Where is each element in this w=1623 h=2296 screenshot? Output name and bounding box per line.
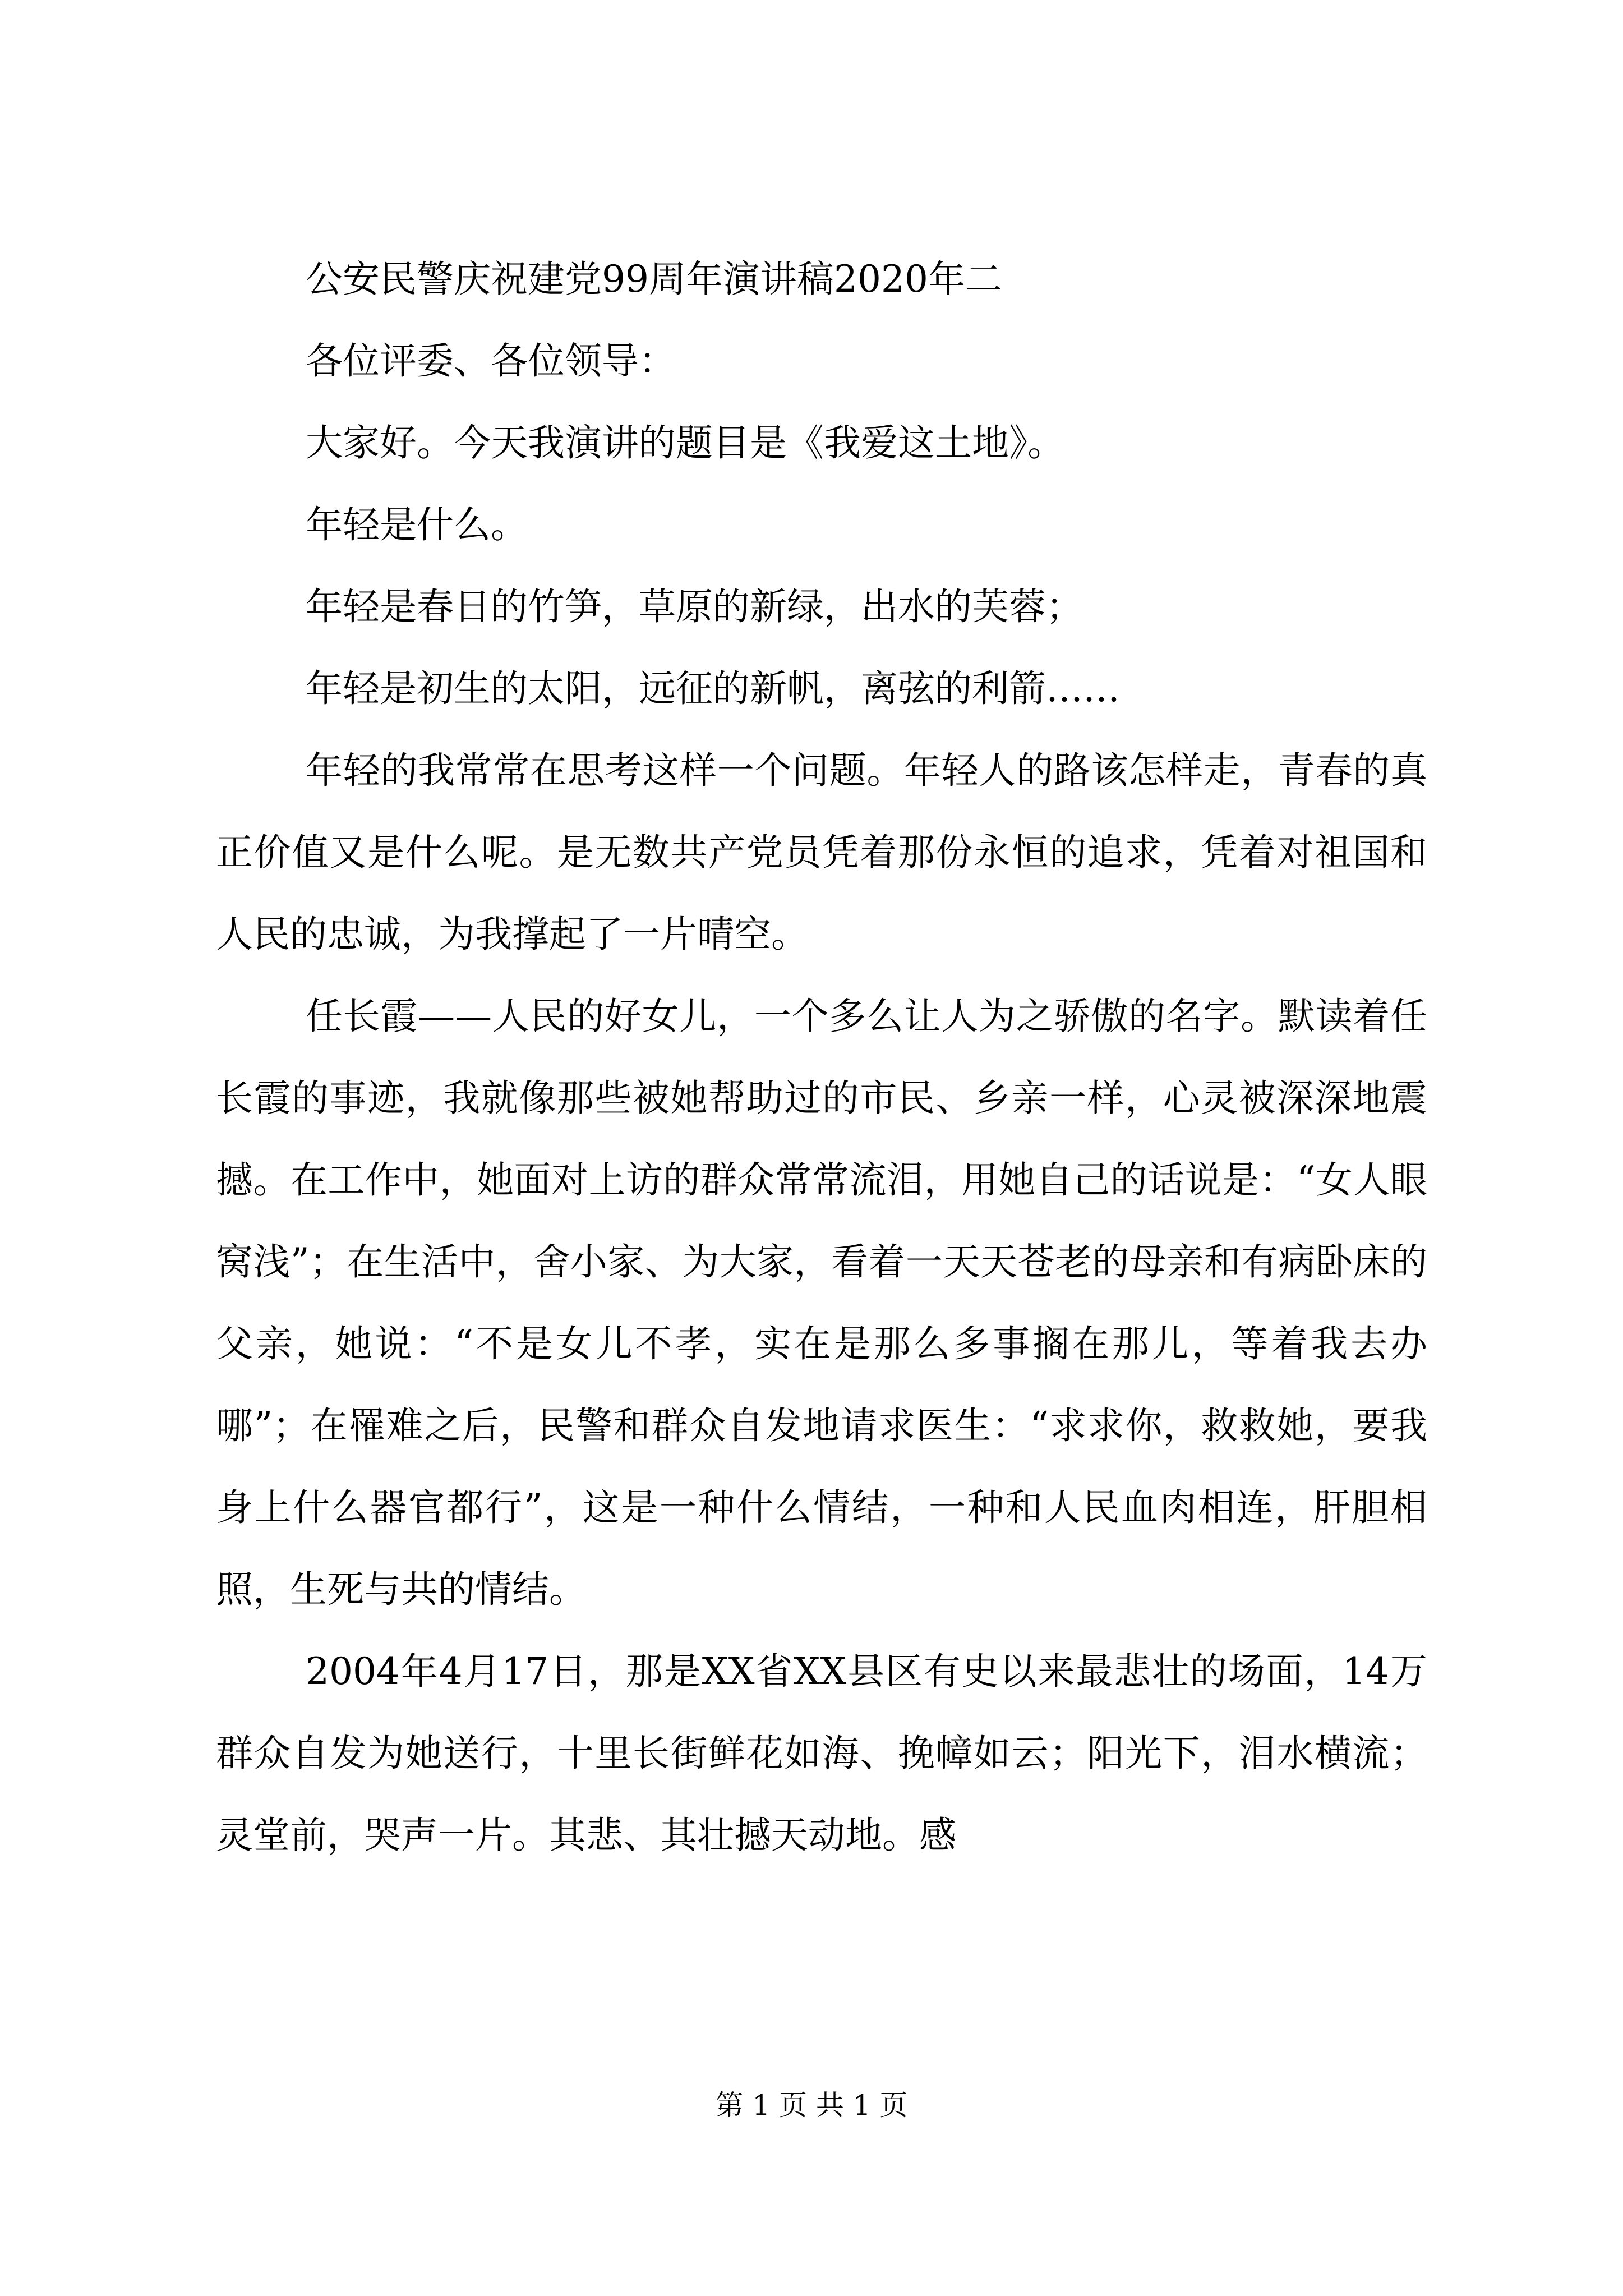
document-title: 公安民警庆祝建党99周年演讲稿2020年二: [306, 257, 1002, 301]
paragraph: 各位评委、各位领导：: [306, 339, 676, 383]
paragraph: 年轻是什么。: [306, 503, 528, 546]
paragraph: 任长霞——人民的好女儿，一个多么让人为之骄傲的名字。默读着任长霞的事迹，我就像那些被她帮助过的市民、乡亲一样，心灵被深深地震撼。在工作中，她面对上访的群众常常流泪，用她自己的话说是：“女人眼窝浅”；在生活中，舍小家、为大家，看着一天天苍老的母亲和有病卧床的父亲，她说：“不是女儿不孝，实在是那么多事搁在那儿，等着我去办哪”；在罹难之后，民警和群众自发地请求医生：“求求你，救救她，要我身上什么器官都行”，这是一种什么情结，一种和人民血肉相连，肝胆相照，生死与共的情结。: [216, 995, 1427, 1611]
paragraph: 大家好。今天我演讲的题目是《我爱这土地》。: [306, 421, 1064, 464]
paragraph: 年轻是春日的竹笋，草原的新绿，出水的芙蓉；: [306, 585, 1083, 628]
paragraph: 年轻是初生的太阳，远征的新帆，离弦的利箭……: [306, 667, 1120, 710]
paragraph: 年轻的我常常在思考这样一个问题。年轻人的路该怎样走，青春的真正价值又是什么呢。是无数共产党员凭着那份永恒的追求，凭着对祖国和人民的忠诚，为我撑起了一片晴空。: [216, 749, 1427, 956]
paragraph: 2004年4月17日，那是XX省XX县区有史以来最悲壮的场面，14万群众自发为她送行，十里长街鲜花如海、挽幛如云；阳光下，泪水横流；灵堂前，哭声一片。其悲、其壮撼天动地。感: [216, 1650, 1427, 1857]
document-body: [216, 238, 1427, 1876]
page-footer: 第 1 页 共 1 页: [715, 2089, 908, 2122]
